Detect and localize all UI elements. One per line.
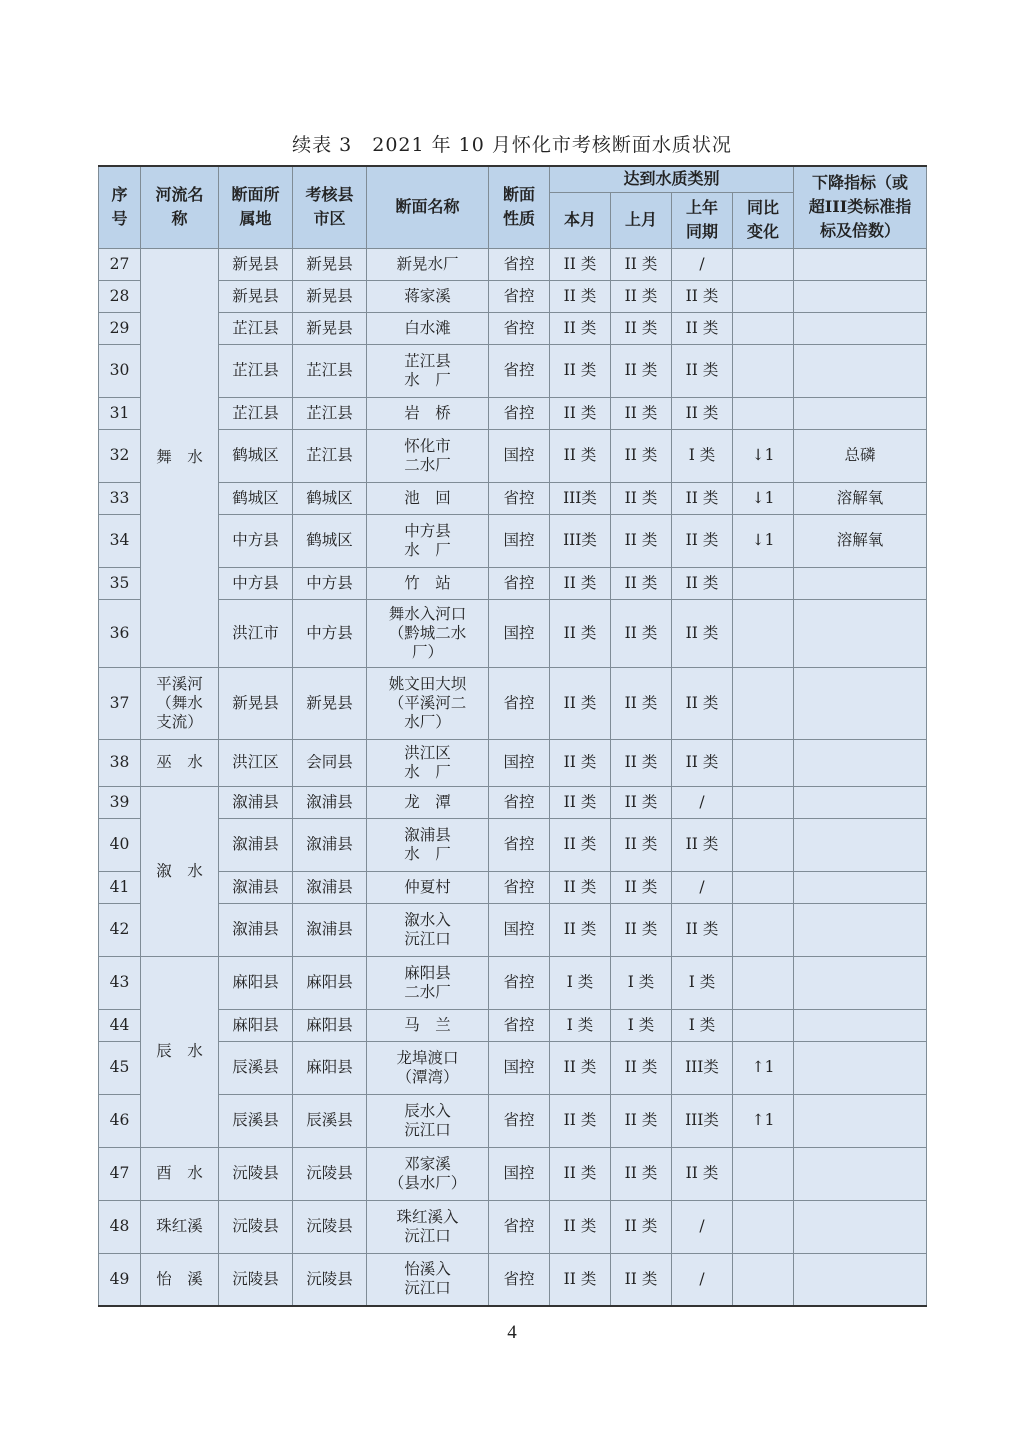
- cell-county: 中方县: [293, 567, 367, 599]
- cell-river: 溆 水: [141, 786, 219, 956]
- cell-last-year: II 类: [672, 567, 733, 599]
- cell-current-month: II 类: [550, 739, 611, 786]
- table-row: [99, 1147, 927, 1200]
- cell-location: 芷江县: [219, 312, 293, 344]
- cell-location: 洪江区: [219, 739, 293, 786]
- table-row: [99, 429, 927, 482]
- cell-previous-month: II 类: [611, 599, 672, 667]
- cell-county: 麻阳县: [293, 1041, 367, 1094]
- table-row: [99, 514, 927, 567]
- cell-nature: 国控: [489, 1147, 550, 1200]
- cell-river: 舞 水: [141, 248, 219, 667]
- cell-last-year: II 类: [672, 280, 733, 312]
- cell-current-month: II 类: [550, 248, 611, 280]
- cell-current-month: II 类: [550, 667, 611, 739]
- cell-index: 31: [99, 397, 141, 429]
- cell-location: 新晃县: [219, 248, 293, 280]
- cell-county: 新晃县: [293, 667, 367, 739]
- table-row: [99, 248, 927, 280]
- cell-section-name: 新晃水厂: [367, 248, 489, 280]
- cell-previous-month: II 类: [611, 903, 672, 956]
- cell-last-year: III类: [672, 1041, 733, 1094]
- cell-nature: 国控: [489, 429, 550, 482]
- cell-location: 沅陵县: [219, 1147, 293, 1200]
- cell-nature: 国控: [489, 739, 550, 786]
- cell-index: 29: [99, 312, 141, 344]
- cell-index: 40: [99, 818, 141, 871]
- cell-yoy: ↓1: [733, 482, 794, 514]
- table-row: [99, 667, 927, 739]
- table-row: [99, 312, 927, 344]
- table-row: [99, 599, 927, 667]
- cell-yoy: [733, 397, 794, 429]
- table-row: [99, 739, 927, 786]
- cell-previous-month: II 类: [611, 1253, 672, 1306]
- cell-previous-month: II 类: [611, 786, 672, 818]
- cell-county: 中方县: [293, 599, 367, 667]
- cell-yoy: [733, 1147, 794, 1200]
- cell-location: 中方县: [219, 567, 293, 599]
- cell-river: 平溪河 （舞水 支流）: [141, 667, 219, 739]
- cell-previous-month: II 类: [611, 514, 672, 567]
- cell-last-year: II 类: [672, 1147, 733, 1200]
- cell-indicator: [794, 1200, 927, 1253]
- cell-current-month: II 类: [550, 903, 611, 956]
- header-section-name: 断面名称: [367, 166, 489, 248]
- cell-indicator: [794, 667, 927, 739]
- cell-county: 会同县: [293, 739, 367, 786]
- cell-river: 酉 水: [141, 1147, 219, 1200]
- cell-previous-month: II 类: [611, 397, 672, 429]
- cell-location: 芷江县: [219, 344, 293, 397]
- table-row: [99, 956, 927, 1009]
- cell-yoy: [733, 871, 794, 903]
- cell-county: 芷江县: [293, 344, 367, 397]
- cell-last-year: III类: [672, 1094, 733, 1147]
- cell-index: 45: [99, 1041, 141, 1094]
- cell-county: 溆浦县: [293, 818, 367, 871]
- cell-indicator: 总磷: [794, 429, 927, 482]
- table-row: [99, 1200, 927, 1253]
- cell-location: 新晃县: [219, 667, 293, 739]
- cell-nature: 省控: [489, 1200, 550, 1253]
- cell-current-month: II 类: [550, 429, 611, 482]
- cell-indicator: [794, 956, 927, 1009]
- cell-yoy: [733, 280, 794, 312]
- cell-previous-month: II 类: [611, 482, 672, 514]
- cell-previous-month: II 类: [611, 1094, 672, 1147]
- cell-previous-month: II 类: [611, 344, 672, 397]
- cell-current-month: II 类: [550, 599, 611, 667]
- cell-yoy: [733, 786, 794, 818]
- cell-indicator: [794, 567, 927, 599]
- cell-yoy: [733, 667, 794, 739]
- cell-last-year: II 类: [672, 397, 733, 429]
- cell-nature: 省控: [489, 248, 550, 280]
- cell-section-name: 怡溪入 沅江口: [367, 1253, 489, 1306]
- cell-last-year: I 类: [672, 429, 733, 482]
- cell-yoy: [733, 1253, 794, 1306]
- cell-current-month: I 类: [550, 1009, 611, 1041]
- cell-indicator: [794, 903, 927, 956]
- table-row: [99, 567, 927, 599]
- cell-indicator: [794, 280, 927, 312]
- cell-nature: 省控: [489, 1094, 550, 1147]
- cell-location: 洪江市: [219, 599, 293, 667]
- table-row: [99, 818, 927, 871]
- cell-yoy: [733, 739, 794, 786]
- cell-index: 44: [99, 1009, 141, 1041]
- cell-county: 新晃县: [293, 312, 367, 344]
- header-current-month: 本月: [550, 192, 611, 248]
- cell-indicator: 溶解氧: [794, 482, 927, 514]
- cell-river: 珠红溪: [141, 1200, 219, 1253]
- cell-index: 41: [99, 871, 141, 903]
- cell-current-month: II 类: [550, 397, 611, 429]
- cell-last-year: /: [672, 248, 733, 280]
- cell-location: 溆浦县: [219, 818, 293, 871]
- cell-yoy: [733, 344, 794, 397]
- cell-last-year: II 类: [672, 514, 733, 567]
- cell-county: 溆浦县: [293, 786, 367, 818]
- table-row: [99, 1041, 927, 1094]
- cell-indicator: [794, 1041, 927, 1094]
- cell-location: 芷江县: [219, 397, 293, 429]
- header-river: 河流名 称: [141, 166, 219, 248]
- cell-county: 新晃县: [293, 248, 367, 280]
- cell-section-name: 仲夏村: [367, 871, 489, 903]
- cell-index: 42: [99, 903, 141, 956]
- cell-nature: 省控: [489, 1253, 550, 1306]
- cell-previous-month: I 类: [611, 1009, 672, 1041]
- cell-index: 48: [99, 1200, 141, 1253]
- cell-river: 怡 溪: [141, 1253, 219, 1306]
- cell-yoy: [733, 599, 794, 667]
- cell-last-year: I 类: [672, 956, 733, 1009]
- cell-last-year: /: [672, 871, 733, 903]
- cell-index: 27: [99, 248, 141, 280]
- cell-section-name: 溆水入 沅江口: [367, 903, 489, 956]
- cell-yoy: [733, 903, 794, 956]
- cell-county: 沅陵县: [293, 1147, 367, 1200]
- cell-last-year: II 类: [672, 739, 733, 786]
- header-location: 断面所 属地: [219, 166, 293, 248]
- cell-yoy: [733, 956, 794, 1009]
- cell-last-year: /: [672, 1253, 733, 1306]
- table-row: [99, 871, 927, 903]
- cell-nature: 省控: [489, 280, 550, 312]
- page-number: 4: [507, 1322, 517, 1343]
- cell-previous-month: II 类: [611, 1041, 672, 1094]
- cell-indicator: [794, 599, 927, 667]
- cell-county: 新晃县: [293, 280, 367, 312]
- cell-previous-month: II 类: [611, 739, 672, 786]
- cell-previous-month: II 类: [611, 871, 672, 903]
- cell-section-name: 岩 桥: [367, 397, 489, 429]
- cell-section-name: 怀化市 二水厂: [367, 429, 489, 482]
- header-category: 达到水质类别: [550, 166, 794, 192]
- table-row: [99, 482, 927, 514]
- cell-section-name: 中方县 水 厂: [367, 514, 489, 567]
- cell-previous-month: II 类: [611, 667, 672, 739]
- cell-previous-month: II 类: [611, 567, 672, 599]
- cell-location: 辰溪县: [219, 1041, 293, 1094]
- cell-index: 49: [99, 1253, 141, 1306]
- cell-current-month: II 类: [550, 312, 611, 344]
- cell-section-name: 舞水入河口 （黔城二水 厂）: [367, 599, 489, 667]
- cell-section-name: 竹 站: [367, 567, 489, 599]
- cell-previous-month: II 类: [611, 429, 672, 482]
- cell-county: 辰溪县: [293, 1094, 367, 1147]
- cell-indicator: [794, 397, 927, 429]
- cell-location: 辰溪县: [219, 1094, 293, 1147]
- cell-county: 溆浦县: [293, 871, 367, 903]
- cell-current-month: III类: [550, 482, 611, 514]
- cell-section-name: 马 兰: [367, 1009, 489, 1041]
- cell-current-month: II 类: [550, 818, 611, 871]
- cell-river: 巫 水: [141, 739, 219, 786]
- cell-location: 麻阳县: [219, 956, 293, 1009]
- cell-last-year: II 类: [672, 818, 733, 871]
- cell-location: 鹤城区: [219, 482, 293, 514]
- cell-yoy: [733, 1009, 794, 1041]
- cell-county: 芷江县: [293, 429, 367, 482]
- cell-indicator: [794, 1253, 927, 1306]
- cell-last-year: II 类: [672, 903, 733, 956]
- cell-indicator: [794, 1094, 927, 1147]
- cell-index: 37: [99, 667, 141, 739]
- cell-section-name: 麻阳县 二水厂: [367, 956, 489, 1009]
- cell-yoy: [733, 312, 794, 344]
- cell-section-name: 珠红溪入 沅江口: [367, 1200, 489, 1253]
- cell-section-name: 龙 潭: [367, 786, 489, 818]
- table-row: [99, 280, 927, 312]
- cell-nature: 省控: [489, 956, 550, 1009]
- cell-current-month: II 类: [550, 280, 611, 312]
- cell-location: 沅陵县: [219, 1253, 293, 1306]
- cell-previous-month: II 类: [611, 1147, 672, 1200]
- cell-county: 麻阳县: [293, 956, 367, 1009]
- cell-yoy: [733, 818, 794, 871]
- cell-indicator: [794, 1009, 927, 1041]
- cell-index: 28: [99, 280, 141, 312]
- table-title: 续表 3 2021 年 10 月怀化市考核断面水质状况: [292, 134, 732, 156]
- cell-current-month: II 类: [550, 1253, 611, 1306]
- cell-indicator: [794, 818, 927, 871]
- cell-yoy: ↑1: [733, 1094, 794, 1147]
- cell-index: 36: [99, 599, 141, 667]
- header-yoy: 同比 变化: [733, 192, 794, 248]
- cell-current-month: II 类: [550, 1200, 611, 1253]
- cell-last-year: II 类: [672, 344, 733, 397]
- cell-current-month: I 类: [550, 956, 611, 1009]
- cell-last-year: II 类: [672, 667, 733, 739]
- cell-index: 34: [99, 514, 141, 567]
- cell-indicator: [794, 871, 927, 903]
- cell-nature: 省控: [489, 871, 550, 903]
- cell-section-name: 池 回: [367, 482, 489, 514]
- cell-section-name: 洪江区 水 厂: [367, 739, 489, 786]
- cell-index: 39: [99, 786, 141, 818]
- header-last-year: 上年 同期: [672, 192, 733, 248]
- cell-section-name: 蒋家溪: [367, 280, 489, 312]
- cell-current-month: II 类: [550, 1094, 611, 1147]
- table-row: [99, 786, 927, 818]
- cell-current-month: II 类: [550, 1041, 611, 1094]
- table-row: [99, 1009, 927, 1041]
- cell-last-year: II 类: [672, 599, 733, 667]
- cell-section-name: 白水滩: [367, 312, 489, 344]
- cell-nature: 省控: [489, 312, 550, 344]
- cell-section-name: 溆浦县 水 厂: [367, 818, 489, 871]
- cell-county: 麻阳县: [293, 1009, 367, 1041]
- cell-indicator: [794, 312, 927, 344]
- cell-location: 溆浦县: [219, 786, 293, 818]
- table-row: [99, 397, 927, 429]
- table-row: [99, 344, 927, 397]
- cell-nature: 省控: [489, 397, 550, 429]
- cell-nature: 国控: [489, 514, 550, 567]
- cell-previous-month: II 类: [611, 248, 672, 280]
- cell-current-month: II 类: [550, 786, 611, 818]
- cell-indicator: [794, 344, 927, 397]
- cell-location: 沅陵县: [219, 1200, 293, 1253]
- cell-yoy: ↑1: [733, 1041, 794, 1094]
- cell-river: 辰 水: [141, 956, 219, 1147]
- cell-index: 47: [99, 1147, 141, 1200]
- cell-location: 新晃县: [219, 280, 293, 312]
- table-row: [99, 903, 927, 956]
- cell-county: 沅陵县: [293, 1200, 367, 1253]
- water-quality-table: [98, 165, 927, 1307]
- cell-nature: 省控: [489, 482, 550, 514]
- cell-yoy: ↓1: [733, 429, 794, 482]
- cell-last-year: II 类: [672, 482, 733, 514]
- cell-previous-month: II 类: [611, 1200, 672, 1253]
- cell-location: 溆浦县: [219, 871, 293, 903]
- cell-indicator: [794, 248, 927, 280]
- cell-county: 芷江县: [293, 397, 367, 429]
- cell-current-month: II 类: [550, 1147, 611, 1200]
- cell-current-month: III类: [550, 514, 611, 567]
- cell-index: 38: [99, 739, 141, 786]
- cell-section-name: 辰水入 沅江口: [367, 1094, 489, 1147]
- cell-section-name: 姚文田大坝 （平溪河二 水厂）: [367, 667, 489, 739]
- cell-current-month: II 类: [550, 344, 611, 397]
- cell-last-year: I 类: [672, 1009, 733, 1041]
- cell-nature: 省控: [489, 344, 550, 397]
- cell-nature: 国控: [489, 599, 550, 667]
- cell-section-name: 龙埠渡口 （潭湾）: [367, 1041, 489, 1094]
- cell-index: 30: [99, 344, 141, 397]
- cell-location: 溆浦县: [219, 903, 293, 956]
- cell-nature: 省控: [489, 667, 550, 739]
- cell-nature: 省控: [489, 1009, 550, 1041]
- cell-nature: 省控: [489, 786, 550, 818]
- table-row: [99, 1253, 927, 1306]
- cell-location: 中方县: [219, 514, 293, 567]
- cell-nature: 国控: [489, 1041, 550, 1094]
- cell-last-year: II 类: [672, 312, 733, 344]
- cell-yoy: [733, 1200, 794, 1253]
- cell-county: 鹤城区: [293, 482, 367, 514]
- cell-last-year: /: [672, 786, 733, 818]
- table-body: [99, 248, 927, 1306]
- cell-county: 鹤城区: [293, 514, 367, 567]
- cell-index: 32: [99, 429, 141, 482]
- cell-previous-month: II 类: [611, 818, 672, 871]
- cell-nature: 省控: [489, 567, 550, 599]
- cell-previous-month: I 类: [611, 956, 672, 1009]
- cell-previous-month: II 类: [611, 280, 672, 312]
- header-index: 序 号: [99, 166, 141, 248]
- cell-current-month: II 类: [550, 871, 611, 903]
- cell-indicator: 溶解氧: [794, 514, 927, 567]
- header-previous-month: 上月: [611, 192, 672, 248]
- cell-section-name: 邓家溪 （县水厂）: [367, 1147, 489, 1200]
- cell-indicator: [794, 786, 927, 818]
- cell-county: 沅陵县: [293, 1253, 367, 1306]
- header-county: 考核县 市区: [293, 166, 367, 248]
- cell-location: 麻阳县: [219, 1009, 293, 1041]
- cell-indicator: [794, 1147, 927, 1200]
- cell-indicator: [794, 739, 927, 786]
- cell-index: 46: [99, 1094, 141, 1147]
- cell-nature: 省控: [489, 818, 550, 871]
- cell-yoy: ↓1: [733, 514, 794, 567]
- cell-nature: 国控: [489, 903, 550, 956]
- cell-location: 鹤城区: [219, 429, 293, 482]
- cell-index: 33: [99, 482, 141, 514]
- header-indicator: 下降指标（或 超III类标准指 标及倍数）: [794, 166, 927, 248]
- cell-yoy: [733, 248, 794, 280]
- cell-previous-month: II 类: [611, 312, 672, 344]
- cell-current-month: II 类: [550, 567, 611, 599]
- table-row: [99, 1094, 927, 1147]
- cell-index: 43: [99, 956, 141, 1009]
- cell-index: 35: [99, 567, 141, 599]
- cell-last-year: /: [672, 1200, 733, 1253]
- cell-county: 溆浦县: [293, 903, 367, 956]
- cell-section-name: 芷江县 水 厂: [367, 344, 489, 397]
- header-nature: 断面 性质: [489, 166, 550, 248]
- cell-yoy: [733, 567, 794, 599]
